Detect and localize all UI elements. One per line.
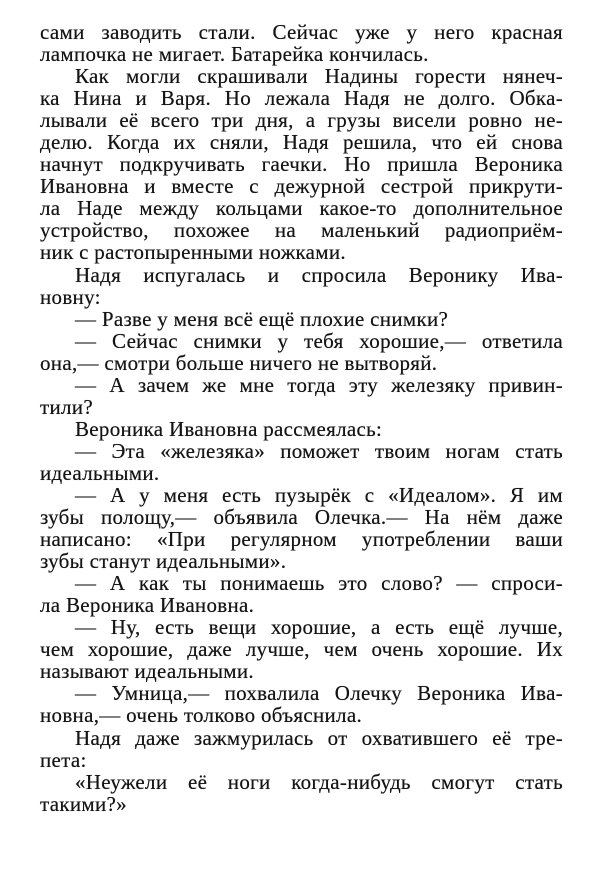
text-line: — Сейчас снимки у тебя хорошие,— ответила xyxy=(75,328,563,353)
text-line: — Умница,— похвалила Олечку Вероника Ива- xyxy=(75,681,563,706)
text-line: новну: xyxy=(40,284,101,309)
text-line: Как могли скрашивали Надины горести нянеч- xyxy=(75,64,563,89)
text-line: называют идеальными. xyxy=(40,659,254,684)
text-line: — А зачем же мне тогда эту железяку привин- xyxy=(75,372,563,397)
text-line: — Ну, есть вещи хорошие, а есть ещё лучше, xyxy=(75,615,563,640)
text-line: написано: «При регулярном употреблении ваши xyxy=(40,527,563,552)
text-line: лампочка не мигает. Батарейка кончилась. xyxy=(40,42,429,67)
text-line: — А у меня есть пузырёк с «Идеалом». Я им xyxy=(75,482,563,507)
text-line: Ивановна и вместе с дежурной сестрой прикрути- xyxy=(40,174,563,199)
text-line: — А как ты понимаешь это слово? — спроси- xyxy=(75,571,563,596)
text-line: — Разве у меня всё ещё плохие снимки? xyxy=(75,306,449,331)
text-line: делю. Когда их сняли, Надя решила, что ей снова xyxy=(40,130,563,155)
text-line: — Эта «железяка» поможет твоим ногам стать xyxy=(75,438,563,463)
text-line: такими?» xyxy=(40,791,127,816)
text-line: пета: xyxy=(40,747,87,772)
text-line: она,— смотри больше ничего не вытворяй. xyxy=(40,350,438,375)
text-line: сами заводить стали. Сейчас уже у него красная xyxy=(40,20,563,44)
book-page-text xyxy=(40,21,563,815)
text-line: тили? xyxy=(40,394,93,419)
text-line: лывали её всего три дня, а грузы висели ровно не- xyxy=(40,108,563,133)
text-line: Вероника Ивановна рассмеялась: xyxy=(75,416,383,441)
text-line: новна,— очень толково объяснила. xyxy=(40,703,363,728)
text-line: ка Нина и Варя. Но лежала Надя не долго. Обка- xyxy=(40,86,563,111)
text-line: идеальными. xyxy=(40,460,160,485)
text-line: устройство, похожее на маленький радиоприём- xyxy=(40,218,563,243)
text-line: ла Вероника Ивановна. xyxy=(40,593,255,618)
text-line: ник с растопыренными ножками. xyxy=(40,240,346,265)
text-line: чем хорошие, даже лучше, чем очень хорошие. Их xyxy=(40,637,563,662)
text-line: ла Наде между кольцами какое-то дополнительное xyxy=(40,196,563,221)
text-line: начнут подкручивать гаечки. Но пришла Вероника xyxy=(40,152,563,177)
text-line: зубы станут идеальными». xyxy=(40,549,287,574)
text-line: Надя даже зажмурилась от охватившего её тре- xyxy=(75,725,563,750)
text-line: зубы полощу,— объявила Олечка.— На нём даже xyxy=(40,505,563,530)
text-line: «Неужели её ноги когда-нибудь смогут стать xyxy=(75,769,563,794)
text-line: Надя испугалась и спросила Веронику Ива- xyxy=(75,262,563,287)
